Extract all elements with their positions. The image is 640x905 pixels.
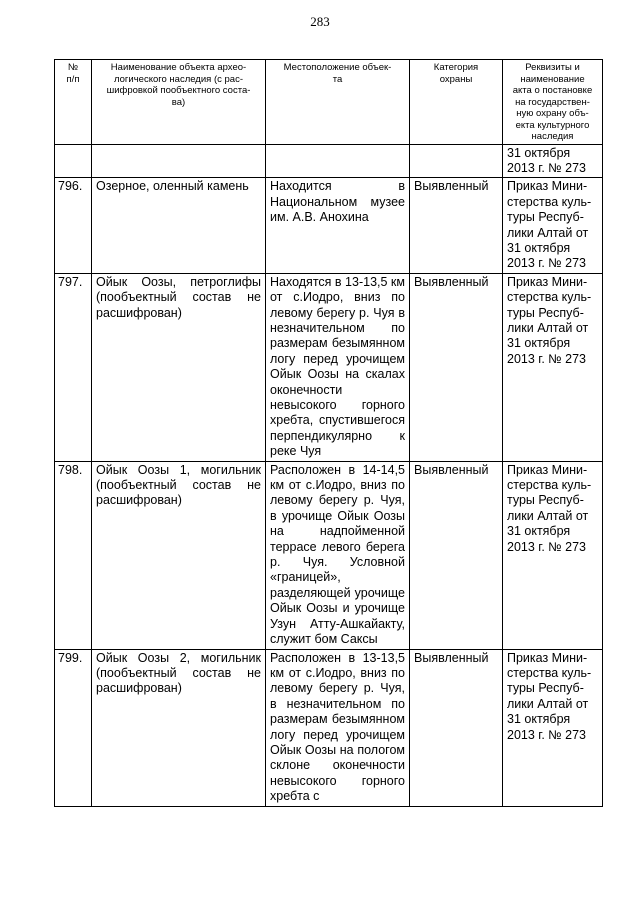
row-location: Находятся в 13-13,5 км от с.Иодро, вниз по левому берегу р. Чуя в незначительном по размерам безымянном логу перед урочищем Ойык Оозы на скалах оконечности невысокого горного хребта, спустившегося перпендикулярно к реке Чуя [266, 273, 410, 461]
row-category: Выявленный [410, 273, 503, 461]
table-row [55, 273, 603, 461]
continuation-requisites: 31 октября 2013 г. № 273 [503, 144, 603, 178]
row-num: 798. [55, 461, 92, 649]
row-num: 796. [55, 178, 92, 273]
row-object-name: Ойык Оозы 1, могильник (пообъектный состав не расшифрован) [92, 461, 266, 649]
table-header-row [55, 60, 603, 145]
table-row [55, 461, 603, 649]
row-requisites: Приказ Мини- стерства куль- туры Респуб- лики Алтай от 31 октября 2013 г. № 273 [503, 649, 603, 806]
row-object-name: Озерное, оленный камень [92, 178, 266, 273]
row-num: 799. [55, 649, 92, 806]
row-requisites: Приказ Мини- стерства куль- туры Респуб- лики Алтай от 31 октября 2013 г. № 273 [503, 461, 603, 649]
row-requisites: Приказ Мини- стерства куль- туры Респуб- лики Алтай от 31 октября 2013 г. № 273 [503, 178, 603, 273]
heritage-table [54, 59, 603, 807]
table-row [55, 649, 603, 806]
continuation-location [266, 144, 410, 178]
continuation-num [55, 144, 92, 178]
header-num: № п/п [55, 60, 92, 145]
row-category: Выявленный [410, 461, 503, 649]
continuation-category [410, 144, 503, 178]
row-requisites: Приказ Мини- стерства куль- туры Респуб- лики Алтай от 31 октября 2013 г. № 273 [503, 273, 603, 461]
row-num: 797. [55, 273, 92, 461]
page-number: 283 [310, 14, 330, 29]
row-object-name: Ойык Оозы 2, могильник (пообъектный состав не расшифрован) [92, 649, 266, 806]
header-category: Категория охраны [410, 60, 503, 145]
row-location: Расположен в 13-13,5 км от с.Иодро, вниз по левому берегу р. Чуя, в незначительном по размерам безымянном логу перед урочищем Ойык Оозы на пологом склоне оконечности невысокого горного хребта с [266, 649, 410, 806]
row-location: Находится в Национальном музее им. А.В. Анохина [266, 178, 410, 273]
table-row [55, 178, 603, 273]
row-category: Выявленный [410, 649, 503, 806]
row-location: Расположен в 14-14,5 км от с.Иодро, вниз по левому берегу р. Чуя, в урочище Ойык Оозы на надпойменной террасе левого берега р. Чуя. Условной «границей», разделяющей урочище Ойык Оозы и урочище Узун Атту-Ашкайакту, служит бом Саксы [266, 461, 410, 649]
header-object-name: Наименование объекта архео- логического наследия (с рас- шифровкой пообъектного соста- ва) [92, 60, 266, 145]
row-category: Выявленный [410, 178, 503, 273]
table-row-continuation [55, 144, 603, 178]
continuation-name [92, 144, 266, 178]
header-location: Местоположение объек- та [266, 60, 410, 145]
header-requisites: Реквизиты и наименование акта о постановке на государствен- ную охрану объ- екта культурного наследия [503, 60, 603, 145]
row-object-name: Ойык Оозы, петроглифы (пообъектный состав не расшифрован) [92, 273, 266, 461]
